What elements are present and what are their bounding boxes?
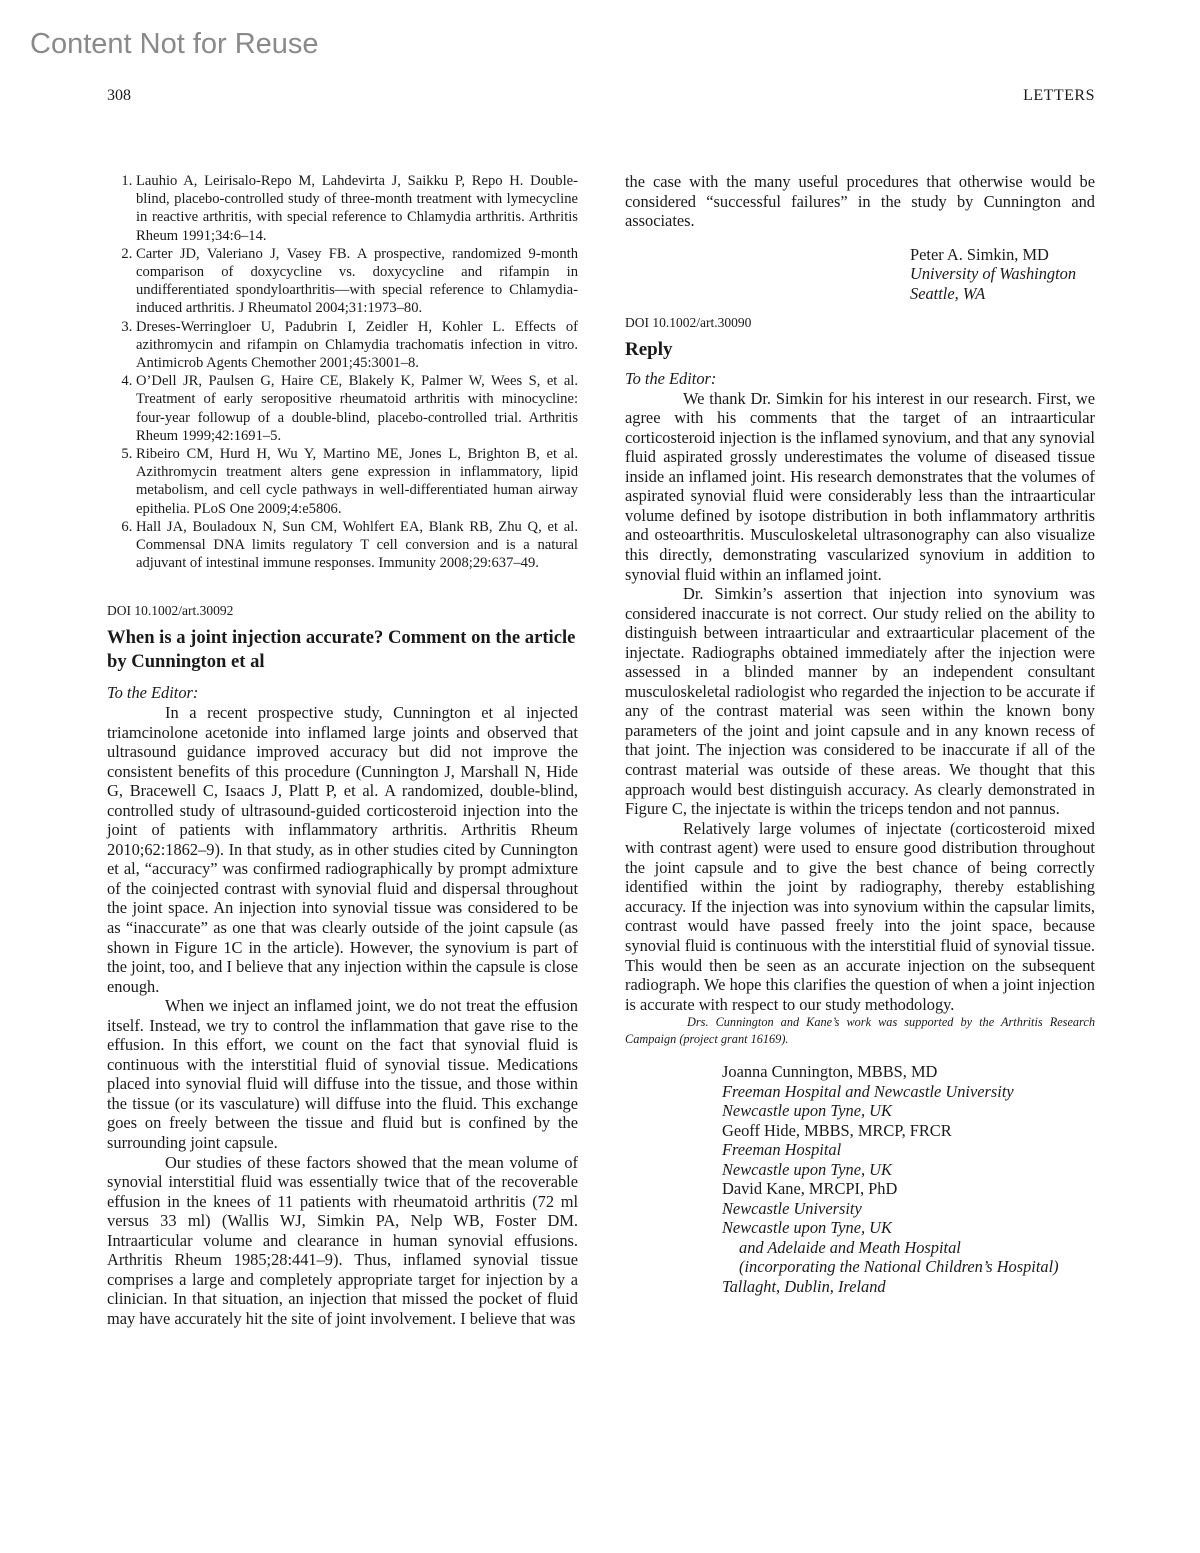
signature-affiliation: (incorporating the National Children’s Hospital) xyxy=(739,1257,1059,1277)
signature-location: Newcastle upon Tyne, UK xyxy=(722,1101,892,1121)
signature-name: Peter A. Simkin, MD xyxy=(910,244,1049,264)
reference-item: 1. Lauhio A, Leirisalo-Repo M, Lahdevirta J, Saikku P, Repo H. Double-blind, placebo-controlled study of three-month treatment with lymecycline in reactive arthritis, with special reference to Chlamydia arthritis. Arthritis Rheum 1991;34:6–14. xyxy=(136,172,578,245)
signature-name: Geoff Hide, MBBS, MRCP, FRCR xyxy=(722,1120,952,1140)
signature-name: David Kane, MRCPI, PhD xyxy=(722,1179,898,1199)
signature-location: Newcastle upon Tyne, UK xyxy=(722,1159,892,1179)
letter-signature xyxy=(625,245,1095,304)
letter-doi: DOI 10.1002/art.30092 xyxy=(107,603,234,619)
letter-continuation: the case with the many useful procedures that otherwise would be considered “successful failures” in the study by Cunnington and associates. xyxy=(625,172,1095,231)
watermark: Content Not for Reuse xyxy=(30,28,319,60)
letter-paragraph: Our studies of these factors showed that the mean volume of synovial interstitial fluid was essentially twice that of the recoverable effusion in the knees of 11 patients with rheumatoid arthritis (72 ml versus 33 ml) (Wallis WJ, Simkin PA, Nelp WB, Foster DM. Intraarticular volume and clearance in human synovial effusions. Arthritis Rheum 1985;28:441–9). Thus, inflamed synovial tissue comprises a large and completely appropriate target for injection by a clinician. In that situation, an injection that missed the pocket of fluid may have accurately hit the site of joint involvement. I believe that was xyxy=(107,1152,578,1328)
reply-signatures xyxy=(625,1062,1095,1296)
reply-paragraph: Relatively large volumes of injectate (corticosteroid mixed with contrast agent) were used to ensure good distribution throughout the joint capsule and to give the best chance of being correctly identified within the joint by radiography, thereby establishing accuracy. If the injection was into synovium within the capsular limits, contrast would have passed freely into the joint space, because synovial fluid is continuous with the interstitial fluid of synovial tissue. This would then be seen as an accurate injection on the subsequent radiograph. We hope this clarifies the question of when a joint injection is accurate with respect to our study methodology. xyxy=(625,818,1095,1014)
signature-location: Newcastle upon Tyne, UK xyxy=(722,1218,892,1238)
reference-list xyxy=(107,172,578,572)
right-column xyxy=(625,172,1095,1296)
reference-item: 6. Hall JA, Bouladoux N, Sun CM, Wohlfert EA, Blank RB, Zhu Q, et al. Commensal DNA limits regulatory T cell conversion and is a natural adjuvant of intestinal immune responses. Immunity 2008;29:637–49. xyxy=(136,518,578,573)
signature-location: Seattle, WA xyxy=(910,283,986,303)
signature-location: Tallaght, Dublin, Ireland xyxy=(722,1276,886,1296)
reference-item: 3. Dreses-Werringloer U, Padubrin I, Zeidler H, Kohler L. Effects of azithromycin and rifampin on Chlamydia trachomatis infection in vitro. Antimicrob Agents Chemother 2001;45:3001–8. xyxy=(136,318,578,373)
letter-paragraph: When we inject an inflamed joint, we do not treat the effusion itself. Instead, we try to control the inflammation that gave rise to the effusion. In this effort, we count on the fact that synovial fluid is continuous with the interstitial fluid of synovial tissue. Medications placed into synovial fluid will diffuse into the tissue, and those within the tissue (or its vasculature) will diffuse into the fluid. This exchange goes on freely between the tissue and fluid but is confined by the surrounding joint capsule. xyxy=(107,996,578,1152)
reference-item: 4. O’Dell JR, Paulsen G, Haire CE, Blakely K, Palmer W, Wees S, et al. Treatment of early seropositive rheumatoid arthritis with minocycline: four-year followup of a double-blind, placebo-controlled trial. Arthritis Rheum 1999;42:1691–5. xyxy=(136,372,578,445)
reply-paragraph: Dr. Simkin’s assertion that injection into synovium was considered inaccurate is not correct. Our study relied on the ability to distinguish between intraarticular and extraarticular placement of the injectate. Radiographs obtained immediately after the injection were assessed in a blinded manner by an independent consultant musculoskeletal radiologist who regarded the injection to be accurate if any of the contrast material was seen within the known bony parameters of the joint and joint capsule and in any known recess of that joint. The injection was considered to be inaccurate if all of the contrast material was outside of these areas. We thought that this approach would best distinguish accuracy. As clearly demonstrated in Figure C, the injectate is within the triceps tendon and not pannus. xyxy=(625,584,1095,819)
running-head: LETTERS xyxy=(1023,87,1095,104)
left-column xyxy=(107,172,578,1328)
letter-title: When is a joint injection accurate? Comment on the article by Cunnington et al xyxy=(107,627,576,673)
reply-title: Reply xyxy=(625,339,673,361)
signature-affiliation: Newcastle University xyxy=(722,1198,862,1218)
signature-name: Joanna Cunnington, MBBS, MD xyxy=(722,1062,938,1082)
page-number: 308 xyxy=(107,87,131,104)
signature-affiliation: Freeman Hospital xyxy=(722,1140,842,1160)
reply-salutation: To the Editor: xyxy=(625,369,717,389)
letter-salutation: To the Editor: xyxy=(107,683,199,703)
letter-paragraph: In a recent prospective study, Cunnington et al injected triamcinolone acetonide into inflamed large joints and observed that ultrasound guidance improved accuracy but did not improve the consistent benefits of this procedure (Cunnington J, Marshall N, Hide G, Bracewell C, Isaacs J, Platt P, et al. A randomized, double-blind, controlled study of ultrasound-guided corticosteroid injection into the joint of patients with inflammatory arthritis. Arthritis Rheum 2010;62:1862–9). In that study, as in other studies cited by Cunnington et al, “accuracy” was confirmed radiographically by prompt admixture of the coinjected contrast with synovial fluid and dispersal throughout the joint space. An injection into synovial tissue was considered to be as “inaccurate” as one that was clearly outside of the joint capsule (as shown in Figure 1C in the article). However, the synovium is part of the joint, too, and I believe that any injection within the capsule is close enough. xyxy=(107,702,578,996)
reply-paragraph: We thank Dr. Simkin for his interest in our research. First, we agree with his comments that the target of an intraarticular corticosteroid injection is the inflamed synovium, and that any synovial fluid aspirated grossly underestimates the volume of diseased tissue inside an inflamed joint. His research demonstrates that the volumes of aspirated synovial fluid were considerably less than the intraarticular volume defined by isotope distribution in both inflammatory arthritis and osteoarthritis. Musculoskeletal ultrasonography can also visualize this directly, demonstrating vascularized synovium in addition to synovial fluid within an inflamed joint. xyxy=(625,388,1095,584)
reference-item: 5. Ribeiro CM, Hurd H, Wu Y, Martino ME, Jones L, Brighton B, et al. Azithromycin treatment alters gene expression in inflammatory, lipid metabolism, and cell cycle pathways in well-differentiated human airway epithelia. PLoS One 2009;4:e5806. xyxy=(136,445,578,518)
signature-affiliation: and Adelaide and Meath Hospital xyxy=(739,1237,961,1257)
signature-affiliation: Freeman Hospital and Newcastle University xyxy=(722,1081,1014,1101)
signature-affiliation: University of Washington xyxy=(910,264,1077,284)
acknowledgment: Drs. Cunnington and Kane’s work was supported by the Arthritis Research Campaign (project grant 16169). xyxy=(625,1015,1095,1047)
reply-doi: DOI 10.1002/art.30090 xyxy=(625,315,752,331)
reference-item: 2. Carter JD, Valeriano J, Vasey FB. A prospective, randomized 9-month comparison of doxycycline vs. doxycycline and rifampin in undifferentiated spondyloarthritis—with special reference to Chlamydia-induced arthritis. J Rheumatol 2004;31:1973–80. xyxy=(136,245,578,318)
